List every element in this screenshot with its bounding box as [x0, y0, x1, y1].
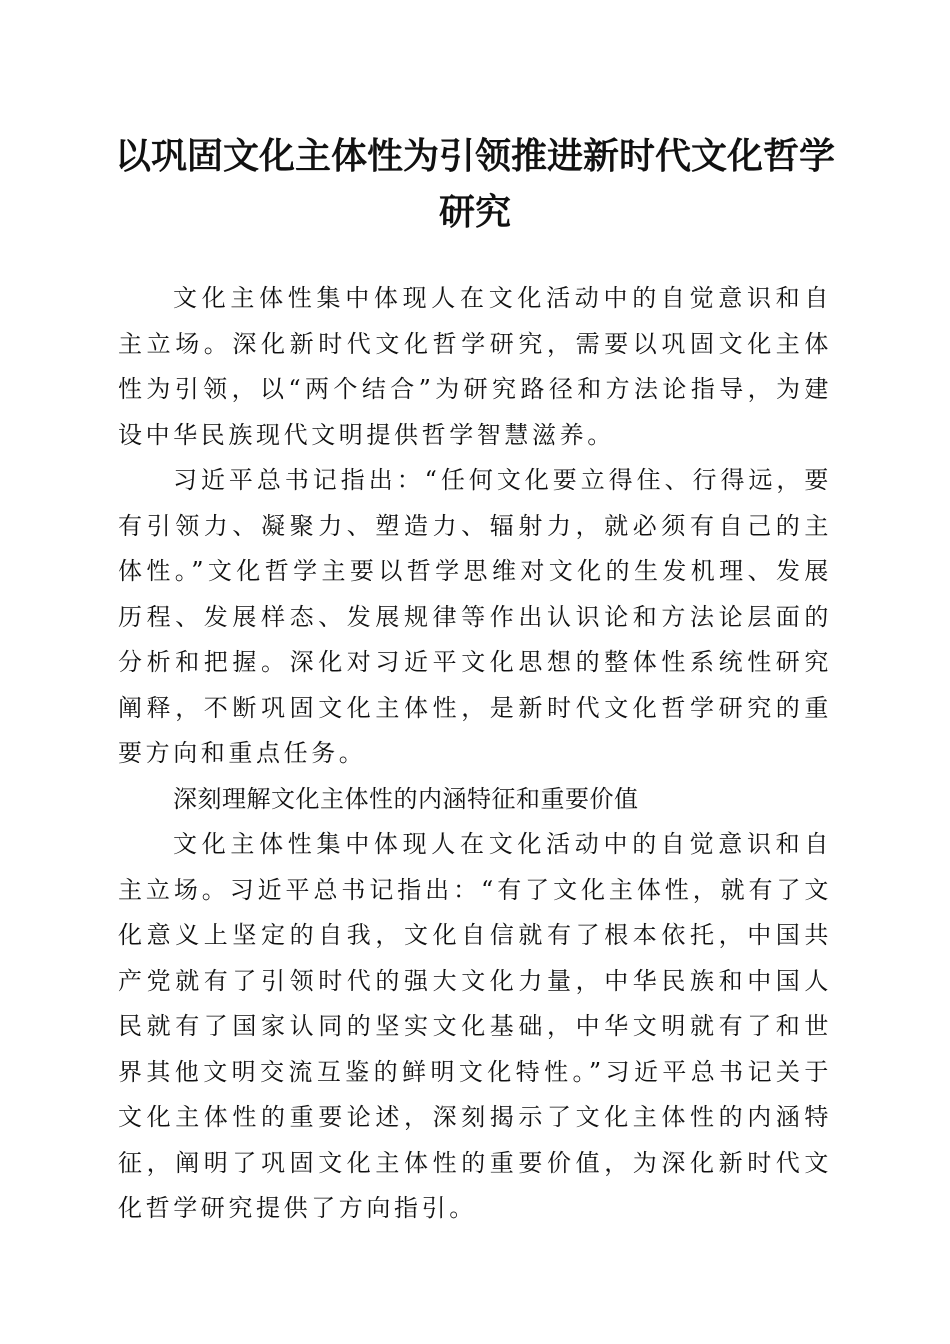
document-title: 以巩固文化主体性为引领推进新时代文化哲学研究	[114, 135, 835, 233]
document-body	[118, 276, 832, 1232]
paragraph: 习近平总书记指出：“任何文化要立得住、行得远，要有引领力、凝聚力、塑造力、辐射力，就必须有自己的主体性。”文化哲学主要以哲学思维对文化的生发机理、发展历程、发展样态、发展规律等作出认识论和方法论层面的分析和把握。深化对习近平文化思想的整体性系统性研究阐释，不断巩固文化主体性，是新时代文化哲学研究的重要方向和重点任务。	[118, 466, 832, 767]
paragraph: 文化主体性集中体现人在文化活动中的自觉意识和自主立场。深化新时代文化哲学研究，需要以巩固文化主体性为引领，以“两个结合”为研究路径和方法论指导，为建设中华民族现代文明提供哲学智慧滋养。	[118, 284, 832, 449]
paragraph: 文化主体性集中体现人在文化活动中的自觉意识和自主立场。习近平总书记指出：“有了文化主体性，就有了文化意义上坚定的自我，文化自信就有了根本依托，中国共产党就有了引领时代的强大文化力量，中华民族和中国人民就有了国家认同的坚实文化基础，中华文明就有了和世界其他文明交流互鉴的鲜明文化特性。”习近平总书记关于文化主体性的重要论述，深刻揭示了文化主体性的内涵特征，阐明了巩固文化主体性的重要价值，为深化新时代文化哲学研究提供了方向指引。	[118, 830, 832, 1222]
section-heading: 深刻理解文化主体性的内涵特征和重要价值	[173, 784, 639, 813]
